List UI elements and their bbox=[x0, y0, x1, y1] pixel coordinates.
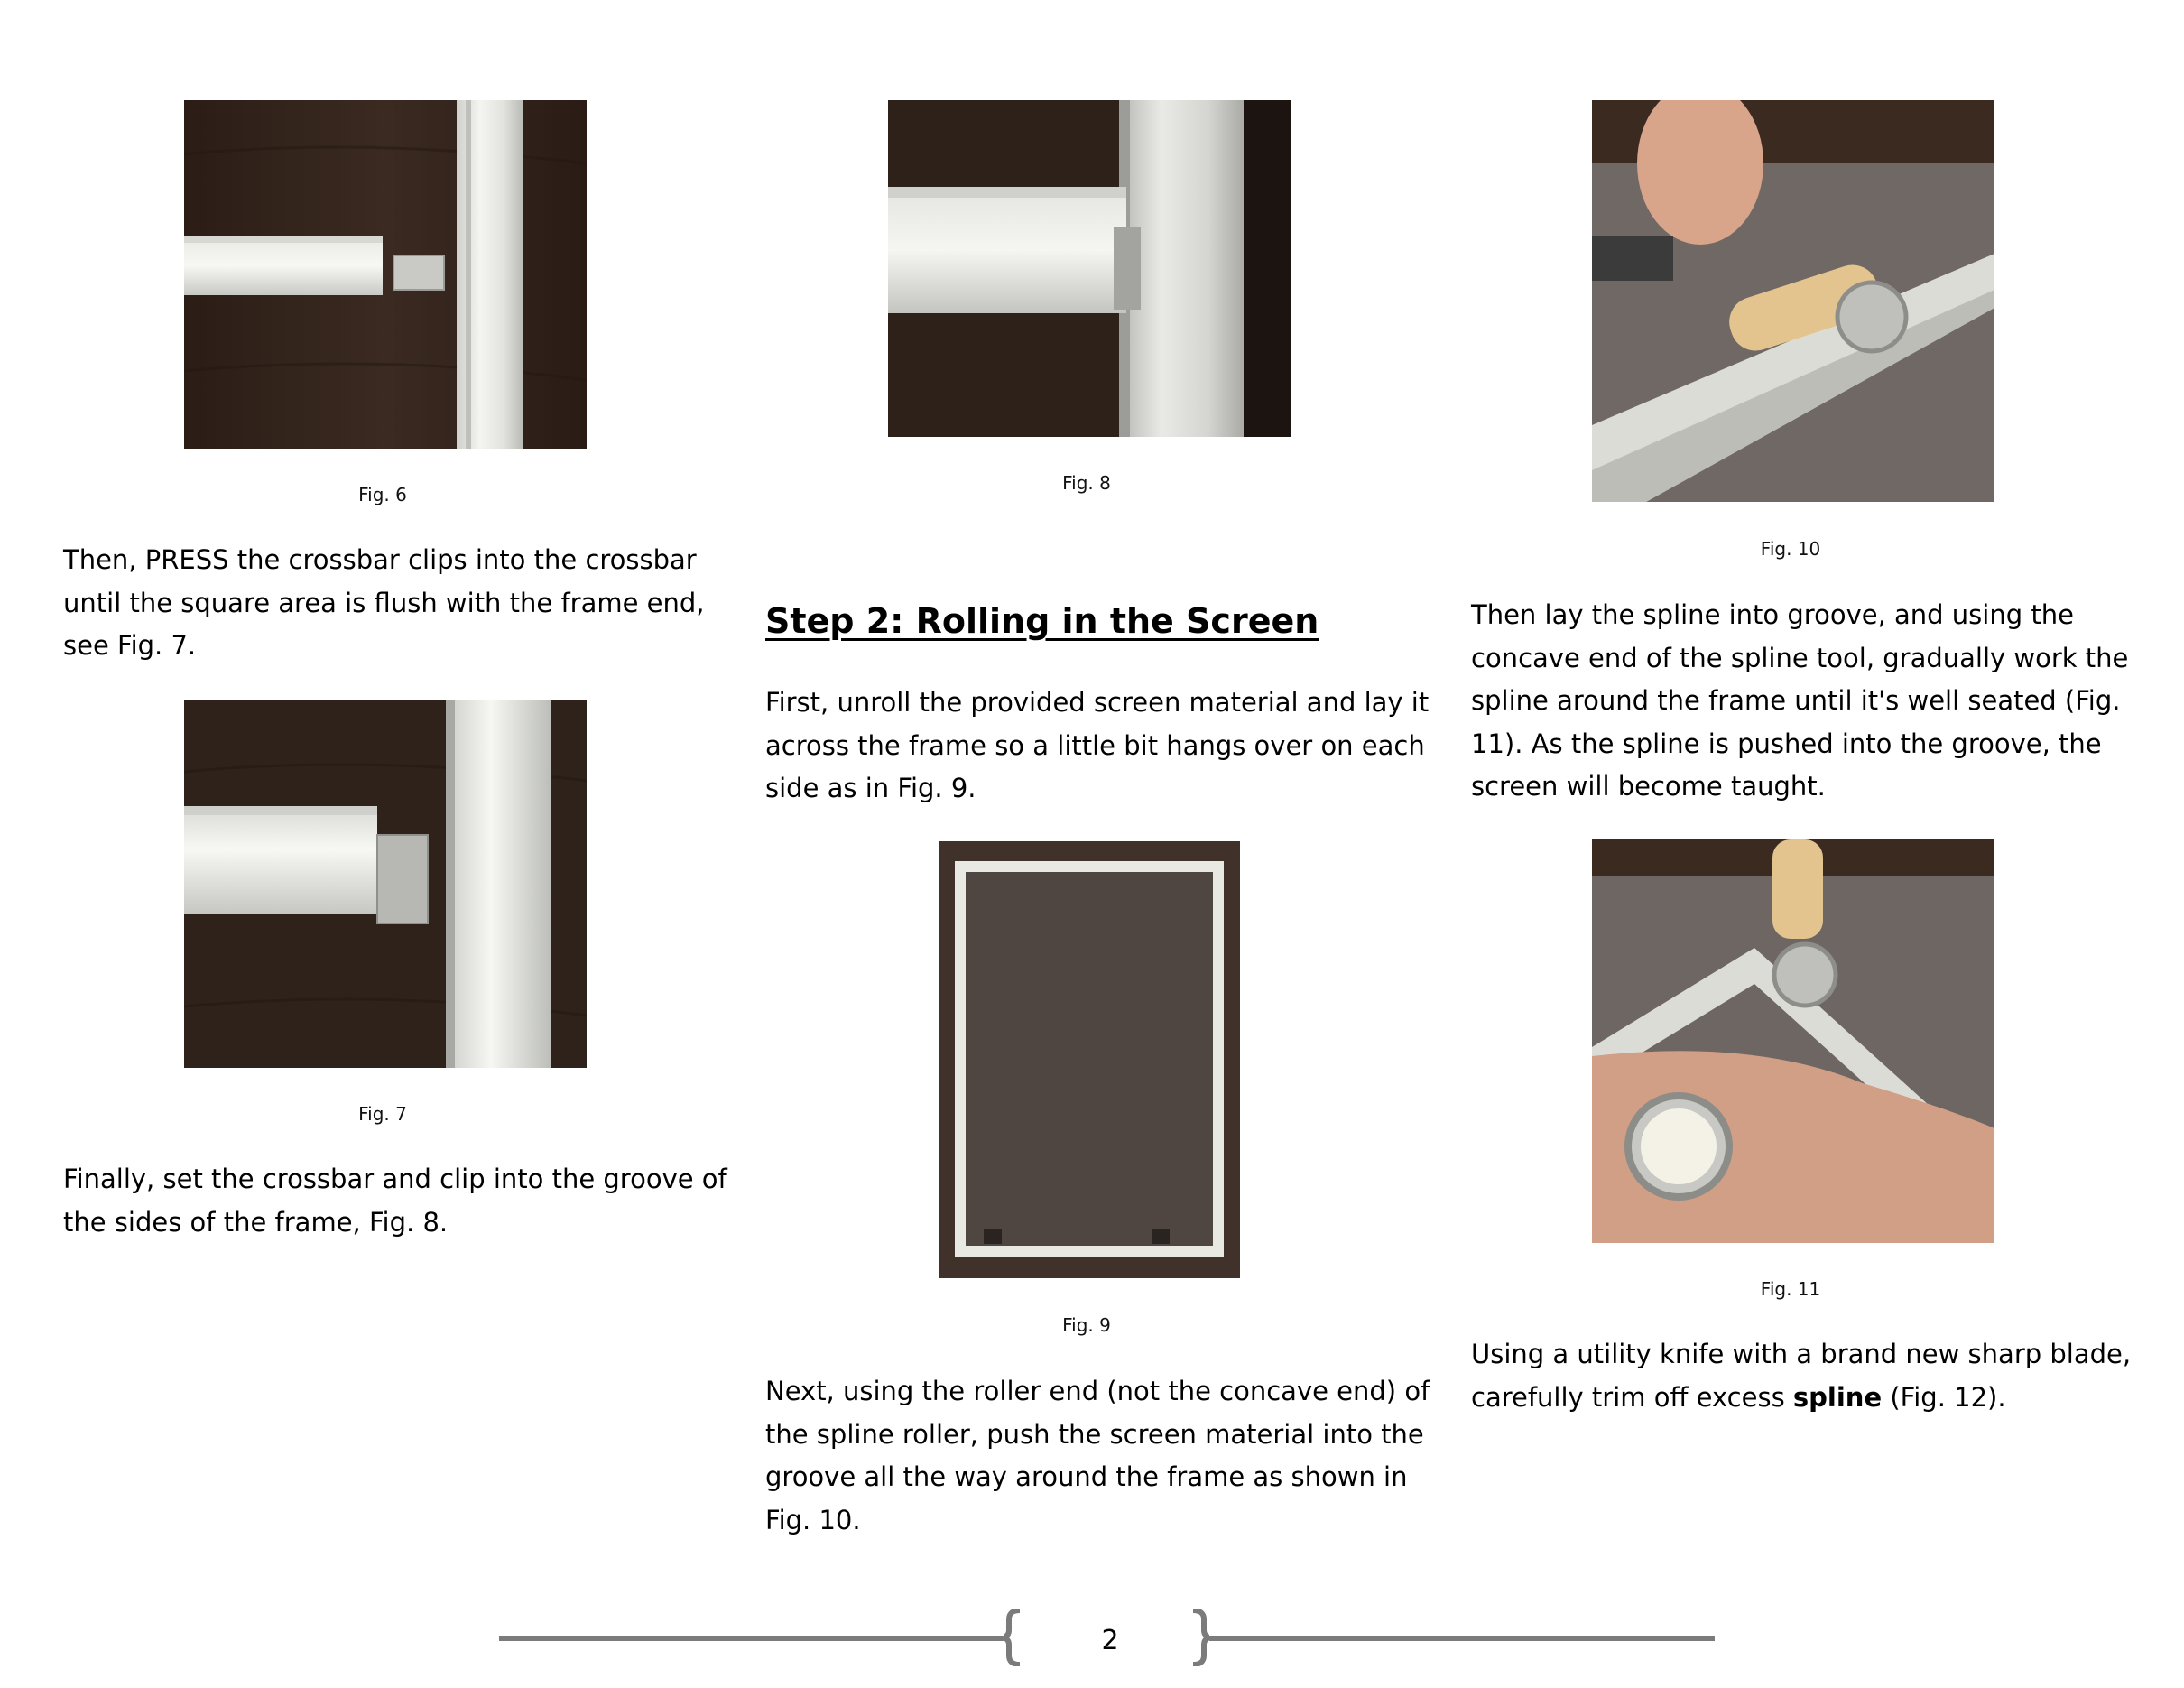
fig9-caption: Fig. 9 bbox=[1062, 1314, 1111, 1336]
fig9-photo bbox=[939, 841, 1240, 1278]
text-line: Then, PRESS the crossbar clips into the crossbar bbox=[63, 544, 697, 575]
fig11-photo bbox=[1592, 839, 1994, 1243]
spline-bold-term: spline bbox=[1792, 1381, 1883, 1413]
text-line: until the square area is flush with the frame end, bbox=[63, 587, 705, 618]
fig7-photo bbox=[184, 700, 587, 1068]
text-line: screen will become taught. bbox=[1471, 771, 1826, 802]
fig10-photo bbox=[1592, 100, 1994, 502]
fig6-photo bbox=[184, 100, 587, 449]
text-line: Fig. 10. bbox=[765, 1504, 861, 1535]
footer-rule-left bbox=[499, 1636, 1004, 1641]
text-line: Then lay the spline into groove, and using the bbox=[1471, 599, 2074, 630]
fig10-caption: Fig. 10 bbox=[1760, 538, 1821, 560]
fig8-photo bbox=[888, 100, 1291, 437]
col1-paragraph-2 bbox=[63, 1158, 727, 1244]
fig8-caption: Fig. 8 bbox=[1062, 472, 1111, 494]
footer-bracket-left bbox=[1004, 1609, 1023, 1666]
text-line: concave end of the spline tool, gradually work the bbox=[1471, 642, 2129, 673]
fig7-caption: Fig. 7 bbox=[358, 1103, 407, 1125]
text-segment: carefully trim off excess bbox=[1471, 1381, 1793, 1413]
footer-rule-right bbox=[1209, 1636, 1715, 1641]
text-line: groove all the way around the frame as shown in bbox=[765, 1461, 1408, 1492]
text-line: First, unroll the provided screen material and lay it bbox=[765, 687, 1430, 718]
step-2-heading: Step 2: Rolling in the Screen bbox=[765, 601, 1319, 641]
text-line: Next, using the roller end (not the concave end) of bbox=[765, 1376, 1430, 1406]
text-line: side as in Fig. 9. bbox=[765, 773, 976, 803]
text-line: spline around the frame until it's well seated (Fig. bbox=[1471, 685, 2121, 716]
text-line: Finally, set the crossbar and clip into the groove of bbox=[63, 1164, 727, 1194]
page-number: 2 bbox=[1101, 1625, 1119, 1656]
text-line: see Fig. 7. bbox=[63, 630, 197, 661]
text-line: the spline roller, push the screen material into the bbox=[765, 1418, 1424, 1450]
text-line bbox=[1471, 1377, 2131, 1420]
text-line: the sides of the frame, Fig. 8. bbox=[63, 1206, 449, 1238]
col3-paragraph-2 bbox=[1471, 1333, 2131, 1419]
fig11-caption: Fig. 11 bbox=[1760, 1278, 1821, 1300]
fig6-caption: Fig. 6 bbox=[358, 484, 407, 505]
col1-paragraph-1 bbox=[63, 539, 705, 668]
col2-paragraph-1 bbox=[765, 682, 1429, 811]
col2-paragraph-2 bbox=[765, 1370, 1430, 1542]
text-line: 11). As the spline is pushed into the groove, the bbox=[1471, 728, 2102, 759]
footer-bracket-right bbox=[1189, 1609, 1209, 1666]
text-segment: (Fig. 12). bbox=[1882, 1381, 2006, 1413]
text-line: Using a utility knife with a brand new sharp blade, bbox=[1471, 1339, 2132, 1369]
col3-paragraph-1 bbox=[1471, 594, 2128, 809]
text-line: across the frame so a little bit hangs over on each bbox=[765, 729, 1425, 761]
